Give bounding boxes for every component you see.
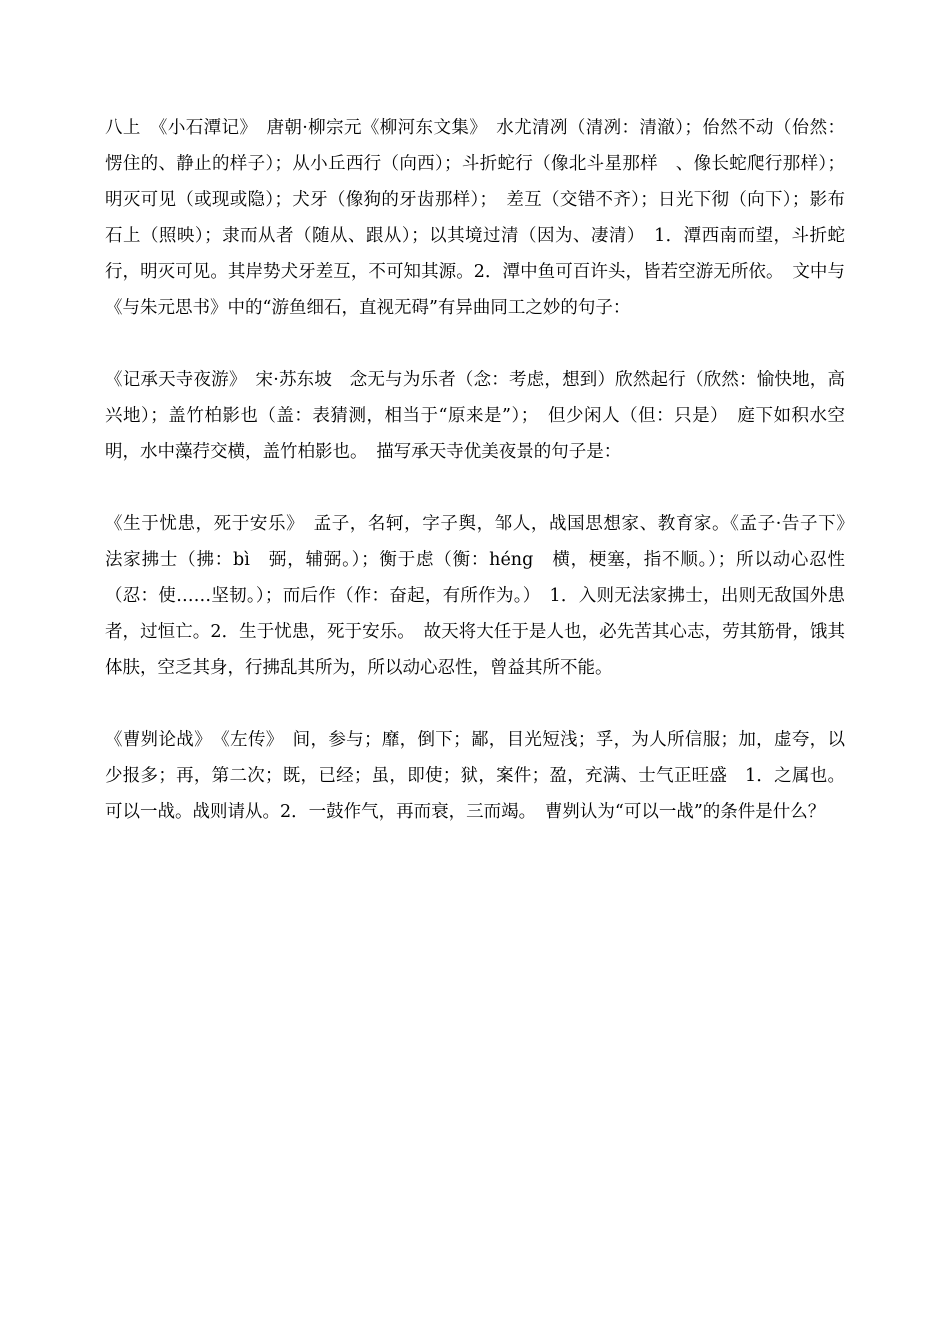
paragraph-sheng-yu-you-huan: 《生于忧患，死于安乐》 孟子，名轲，字子舆，邹人，战国思想家、教育家。《孟子·告子下》 法家拂士（拂：bì 弼，辅弼。）；衡于虑（衡：héng 横，梗塞，指不顺。）；所以动心忍性（忍：使……坚韧。）；而后作（作：奋起，有所作为。） 1．入则无法家拂士，出则无敌国外患者，过恒亡。2．生于忧患，死于安乐。 故天将大任于是人也，必先苦其心志，劳其筋骨，饿其体肤，空乏其身，行拂乱其所为，所以动心忍性，曾益其所不能。	[105, 514, 863, 678]
document-body	[105, 110, 863, 830]
paragraph-ji-cheng-tian-si: 《记承天寺夜游》 宋·苏东坡 念无与为乐者（念：考虑，想到）欣然起行（欣然：愉快地，高兴地）；盖竹柏影也（盖：表猜测，相当于“原来是”）； 但少闲人（但：只是） 庭下如积水空明，水中藻荇交横，盖竹柏影也。 描写承天寺优美夜景的句子是：	[105, 370, 845, 462]
paragraph-spacer	[105, 326, 845, 362]
paragraph-cao-gui-lun-zhan: 《曹刿论战》 《左传》 间，参与；靡，倒下；鄙，目光短浅；孚，为人所信服；加，虚夸，以少报多；再，第二次；既，已经；虽，即使；狱，案件；盈，充满、士气正旺盛 1．之属也。可以一战。战则请从。2．一鼓作气，再而衰，三而竭。 曹刿认为“可以一战”的条件是什么？	[105, 730, 845, 822]
paragraph-spacer	[105, 686, 845, 722]
paragraph-xiao-shi-tan-ji: 八上 《小石潭记》 唐朝·柳宗元《柳河东文集》 水尤清冽（清冽：清澈）；佁然不动（佁然：愣住的、静止的样子）；从小丘西行（向西）；斗折蛇行（像北斗星那样 、像长蛇爬行那样）；明灭可见（或现或隐）；犬牙（像狗的牙齿那样）； 差互（交错不齐）；日光下彻（向下）；影布石上（照映）；隶而从者（随从、跟从）；以其境过清（因为、凄清） 1．潭西南而望，斗折蛇行，明灭可见。其岸势犬牙差互，不可知其源。2．潭中鱼可百许头，皆若空游无所依。 文中与《与朱元思书》中的“游鱼细石，直视无碍”有异曲同工之妙的句子：	[105, 118, 845, 318]
paragraph-spacer	[105, 470, 845, 506]
